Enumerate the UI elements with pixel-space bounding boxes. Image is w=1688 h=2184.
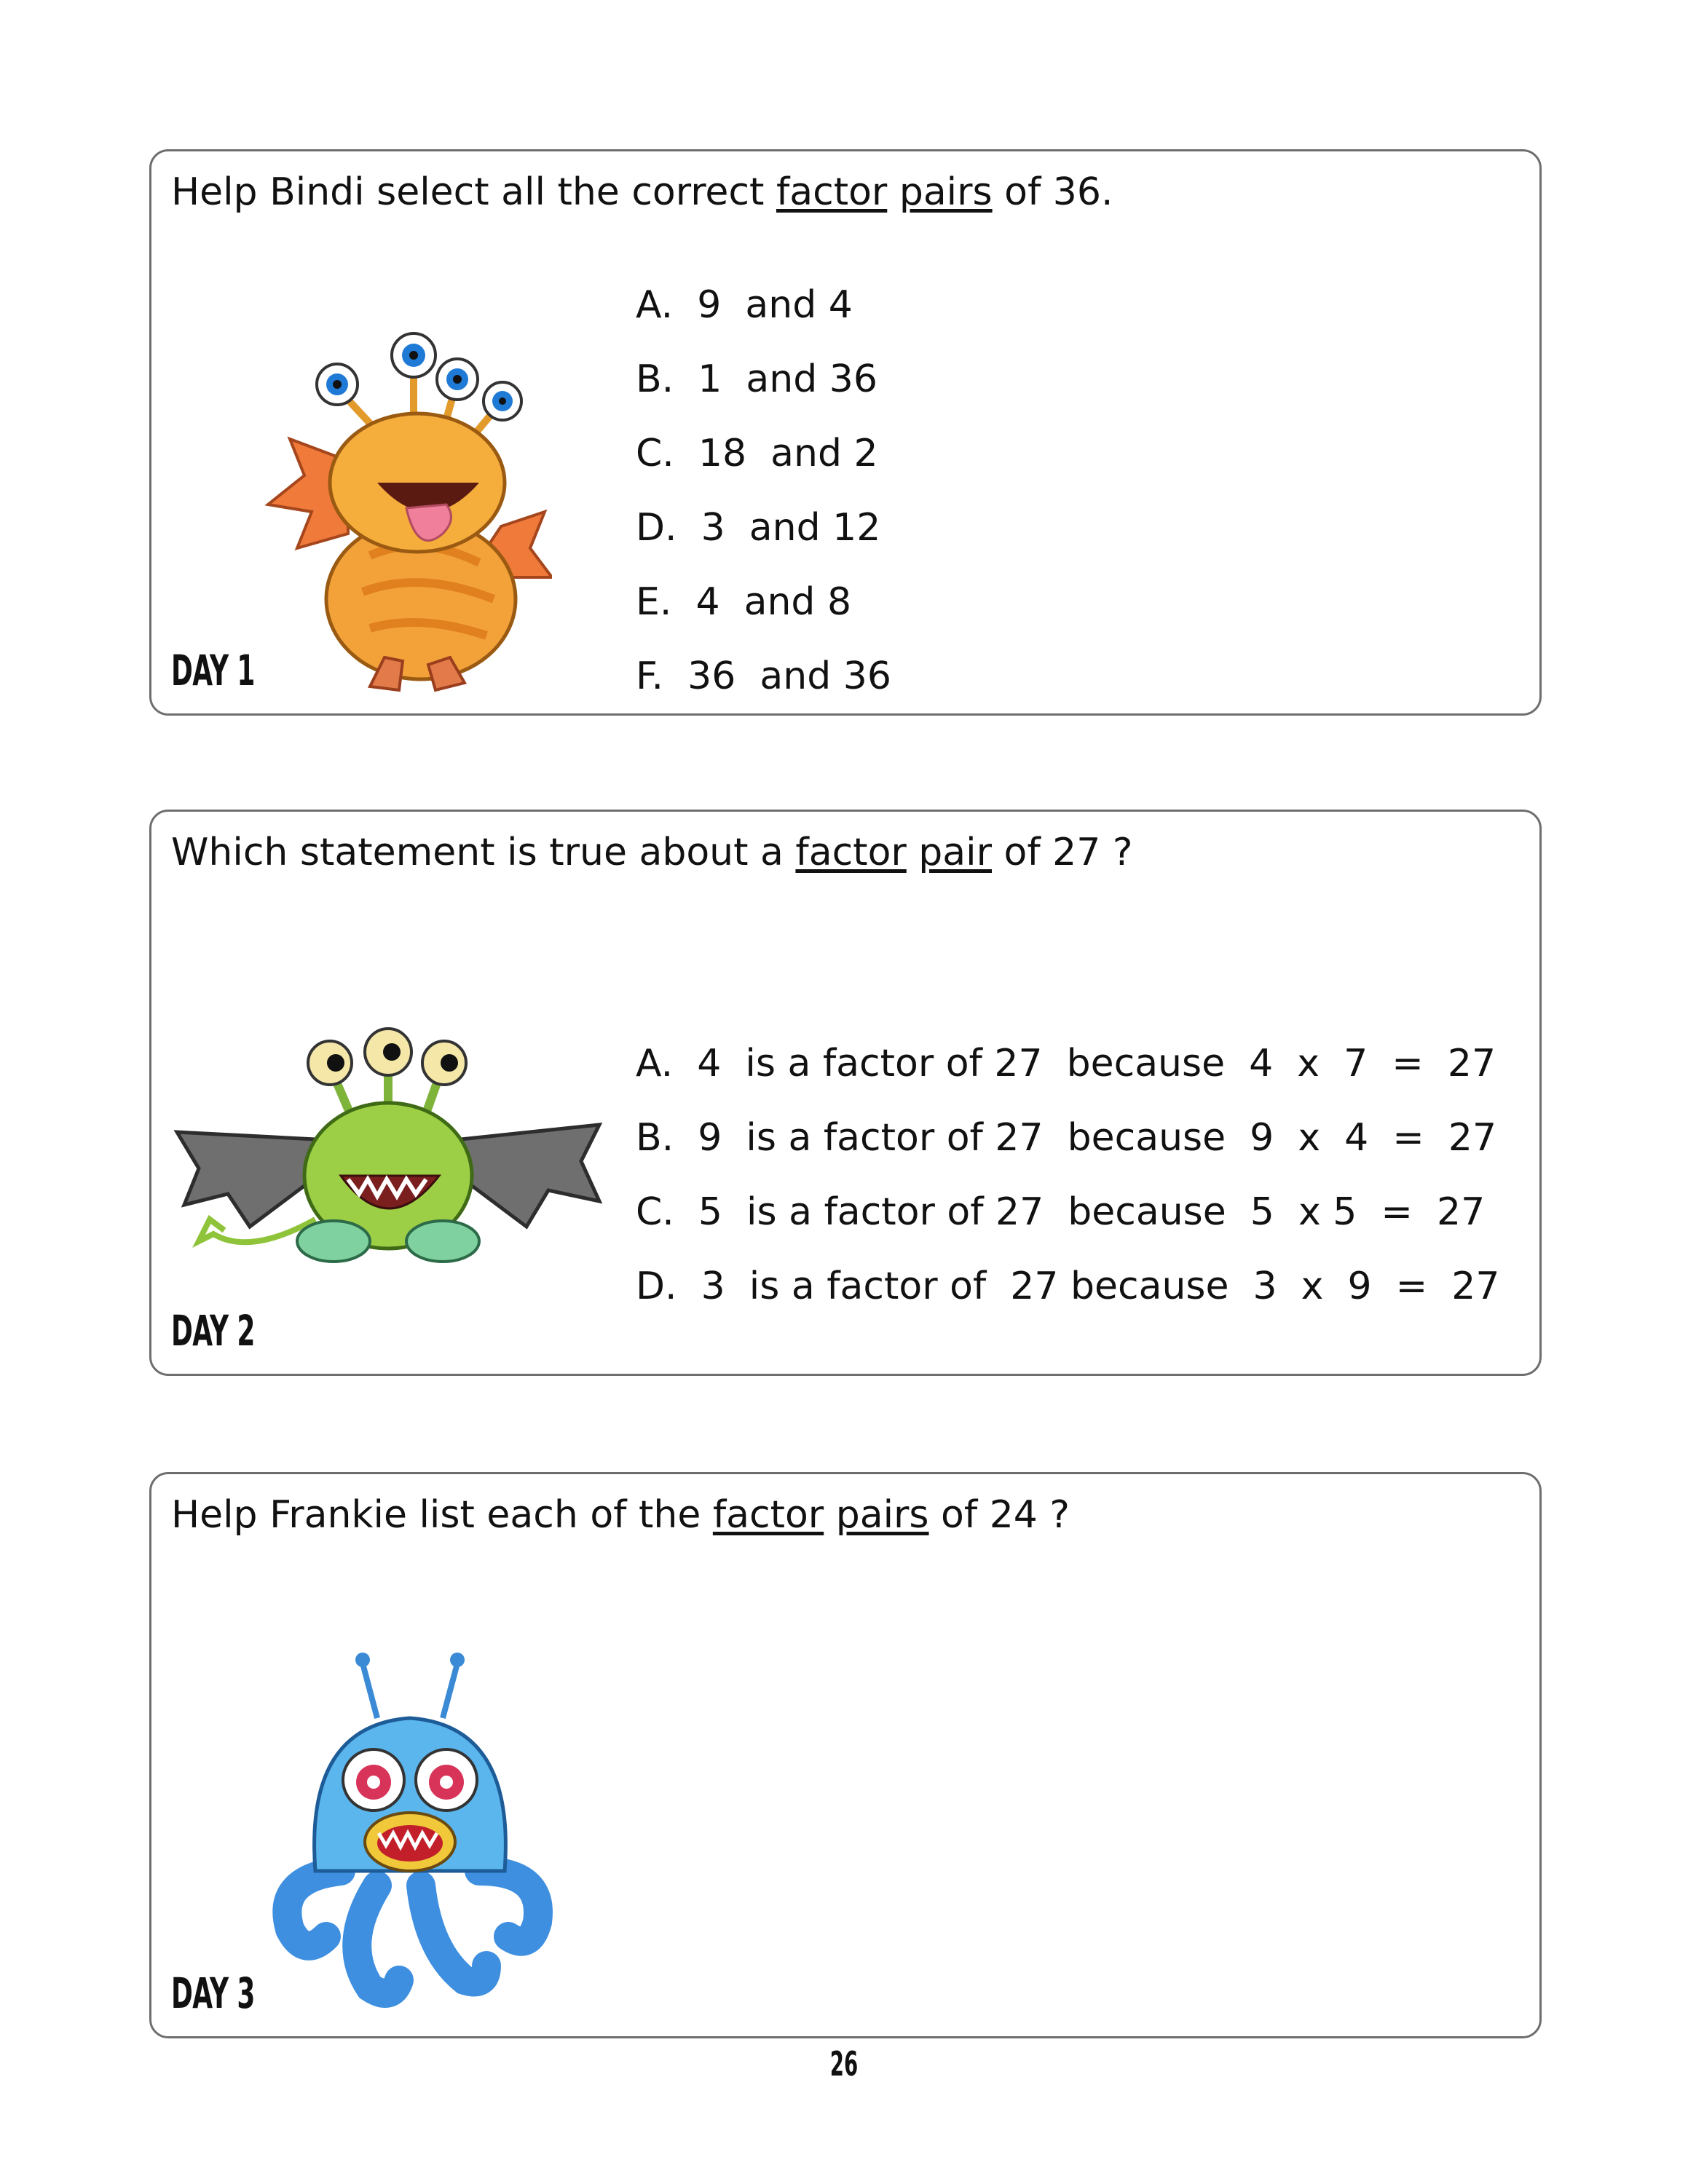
option-c[interactable]: C. 18 and 2 <box>636 432 878 475</box>
option-b[interactable]: B. 1 and 36 <box>636 357 877 401</box>
question-card-day-2 <box>149 810 1542 1376</box>
option-d[interactable]: D. 3 and 12 <box>636 506 881 550</box>
option-f[interactable]: F. 36 and 36 <box>636 654 891 698</box>
factor-link-word: factor <box>712 1493 824 1537</box>
blue-octopus-monster-icon <box>246 1638 581 2017</box>
question-card-day-1 <box>149 149 1542 716</box>
option-a[interactable]: A. 4 is a factor of 27 because 4 x 7 = 27 <box>636 1042 1496 1085</box>
green-winged-monster-icon <box>170 1023 607 1270</box>
answer-options <box>636 268 891 713</box>
option-e[interactable]: E. 4 and 8 <box>636 580 852 624</box>
page-number: 26 <box>829 2044 859 2084</box>
pairs-link-word: pairs <box>835 1493 929 1537</box>
orange-monster-icon <box>261 315 552 694</box>
factor-link-word: factor <box>776 170 888 214</box>
option-a[interactable]: A. 9 and 4 <box>636 283 853 327</box>
answer-options <box>636 1026 1499 1324</box>
day-label: DAY 1 <box>171 646 255 695</box>
question-text: Help Bindi select all the correct factor pairs of 36. <box>171 170 1113 214</box>
option-b[interactable]: B. 9 is a factor of 27 because 9 x 4 = 27 <box>636 1116 1497 1160</box>
question-text: Help Frankie list each of the factor pairs of 24 ? <box>171 1493 1070 1537</box>
day-label: DAY 3 <box>171 1969 255 2018</box>
question-card-day-3 <box>149 1472 1542 2038</box>
factor-link-word: factor <box>795 831 907 874</box>
question-text: Which statement is true about a factor pair of 27 ? <box>171 831 1133 874</box>
pair-link-word: pair <box>918 831 992 874</box>
option-d[interactable]: D. 3 is a factor of 27 because 3 x 9 = 27 <box>636 1265 1500 1308</box>
day-label: DAY 2 <box>171 1306 255 1356</box>
pairs-link-word: pairs <box>899 170 993 214</box>
option-c[interactable]: C. 5 is a factor of 27 because 5 x 5 = 27 <box>636 1190 1486 1234</box>
